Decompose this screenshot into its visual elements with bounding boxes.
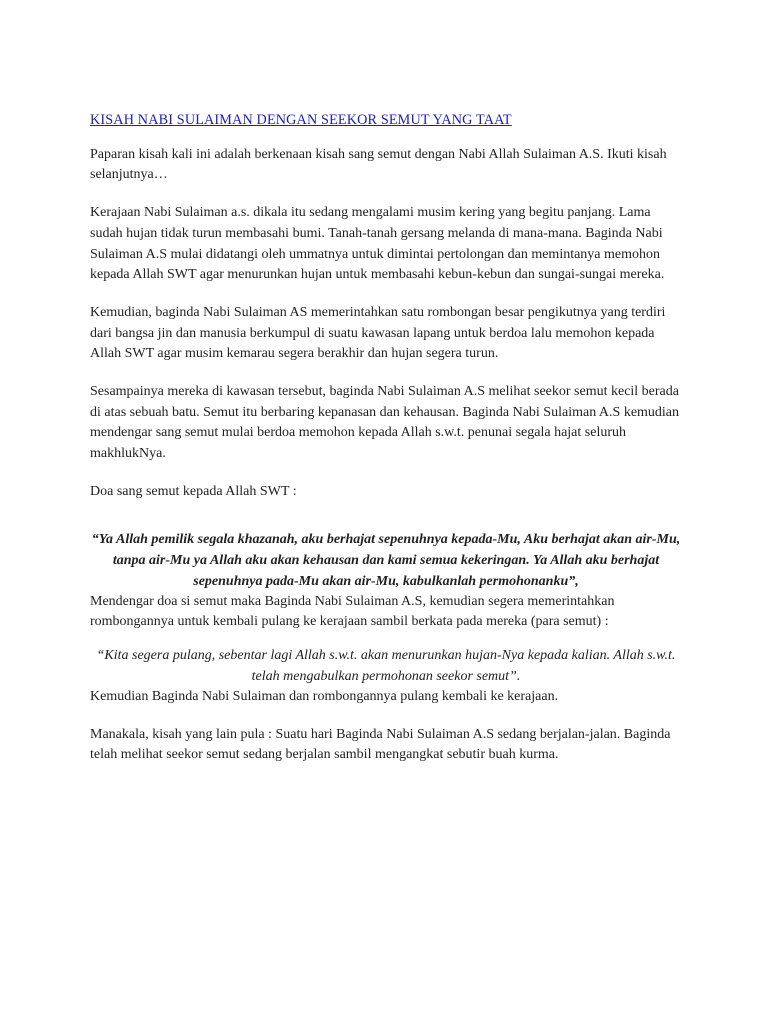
paragraph-ant-seen: Sesampainya mereka di kawasan tersebut, baginda Nabi Sulaiman A.S melihat seekor semut kecil berada di atas sebuah batu. Semut itu berbaring kepanasan dan kehausan. Baginda Nabi Sulaiman A.S kemudian mendengar sang semut mulai berdoa memohon kepada Allah s.w.t. penunai segala hajat seluruh makhlukNya. [90,384,680,462]
paragraph-gathering: Kemudian, baginda Nabi Sulaiman AS memerintahkan satu rombongan besar pengikutnya yang terdiri dari bangsa jin dan manusia berkumpul di suatu kawasan lapang untuk berdoa lalu memohon kepada Allah SWT agar musim kemarau segera berakhir dan hujan segera turun. [90,304,666,362]
document-title-link[interactable]: KISAH NABI SULAIMAN DENGAN SEEKOR SEMUT YANG TAAT [90,112,512,128]
quote-sulaiman: “Kita segera pulang, sebentar lagi Allah s.w.t. akan menurunkan hujan-Nya kepada kalian. Allah s.w.t. telah mengabulkan permohonan seekor semut”. [96,647,676,684]
paragraph-prayer-intro: Doa sang semut kepada Allah SWT : [90,483,297,499]
paragraph-return: Kemudian Baginda Nabi Sulaiman dan rombongannya pulang kembali ke kerajaan. [90,688,559,704]
paragraph-after-prayer: Mendengar doa si semut maka Baginda Nabi Sulaiman A.S, kemudian segera memerintahkan rombongannya untuk kembali pulang ke kerajaan sambil berkata pada mereka (para semut) : [90,593,615,630]
paragraph-another-story: Manakala, kisah yang lain pula : Suatu hari Baginda Nabi Sulaiman A.S sedang berjalan-jalan. Baginda telah melihat seekor semut sedang berjalan sambil mengangkat sebutir buah kurma. [90,726,671,763]
paragraph-intro: Paparan kisah kali ini adalah berkenaan kisah sang semut dengan Nabi Allah Sulaiman A.S. Ikuti kisah selanjutnya… [90,146,667,183]
paragraph-drought: Kerajaan Nabi Sulaiman a.s. dikala itu sedang mengalami musim kering yang begitu panjang. Lama sudah hujan tidak turun membasahi bumi. Tanah-tanah gersang melanda di mana-mana. Baginda Nabi Sulaiman A.S mulai didatangi oleh ummatnya untuk dimintai pertolongan dan memintanya memohon kepada Allah SWT agar menurunkan hujan untuk membasahi kebun-kebun dan sungai-sungai mereka. [90,205,665,283]
quote-ant-prayer: “Ya Allah pemilik segala khazanah, aku berhajat sepenuhnya kepada-Mu, Aku berhajat akan air-Mu, tanpa air-Mu ya Allah aku akan kehausan dan kami semua kekeringan. Ya Allah aku berhajat sepenuhnya pada-Mu akan air-Mu, kabulkanlah permohonanku”, [91,531,681,589]
document-page [90,110,682,783]
